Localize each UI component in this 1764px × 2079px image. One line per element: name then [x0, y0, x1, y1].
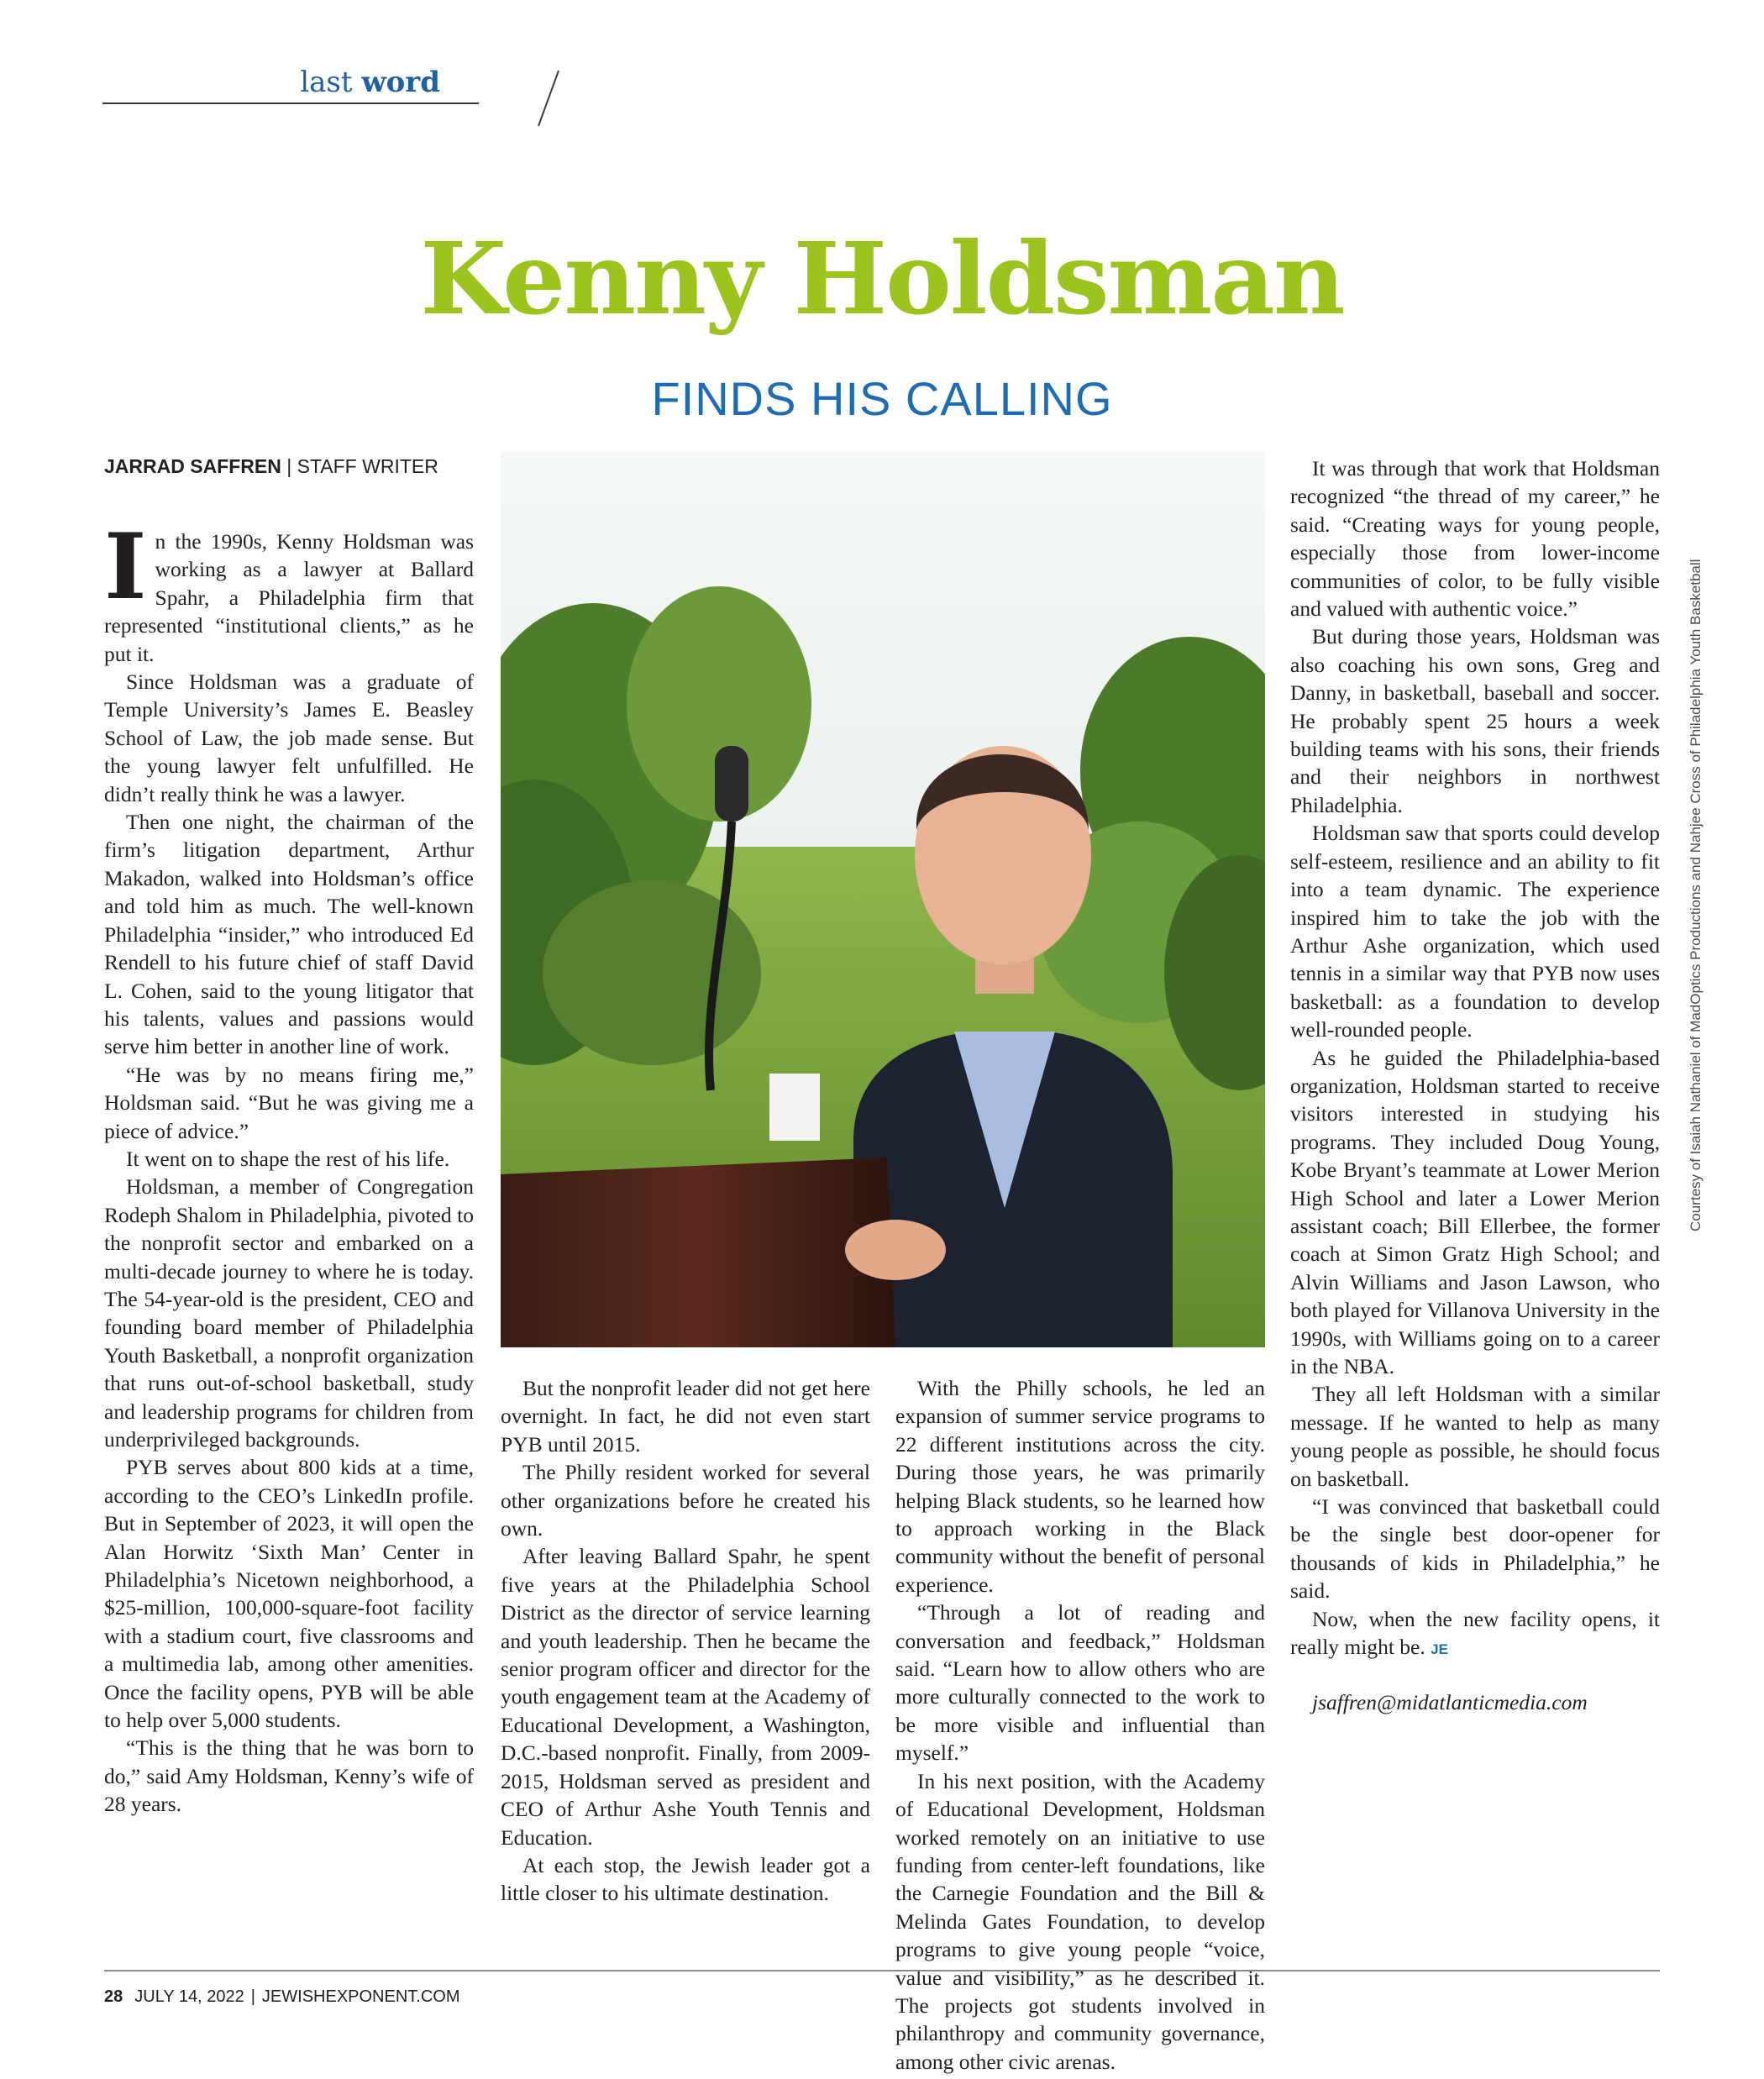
- article-paragraph: Now, when the new facility opens, it really might be. JE: [1290, 1606, 1660, 1660]
- article-paragraph: As he guided the Philadelphia-based organization, Holdsman started to receive visitors interested in studying his programs. They included Doug Young, Kobe Bryant’s teammate at Lower Merion High School and later a Lower Merion assistant coach; Bill Ellerbee, the former coach at Simon Gratz High School; and Alvin Williams and Jason Lawson, who both played for Villanova University in the 1990s, with Williams going on to a career in the NBA.: [1290, 1045, 1660, 1378]
- section-tag: [102, 66, 479, 106]
- section-slash: [538, 71, 559, 126]
- article-paragraph: It went on to shape the rest of his life.: [126, 1146, 450, 1171]
- byline-author: JARRAD SAFFREN: [104, 455, 281, 477]
- article-paragraph: “Through a lot of reading and conversation and feedback,” Holdsman said. “Learn how to allow others who are more culturally connected to the work to be more visible and influential than myself.”: [895, 1600, 1265, 1766]
- article-paragraph: But the nonprofit leader did not get here overnight. In fact, he did not even start PYB until 2015.: [501, 1376, 870, 1457]
- byline-separator: |: [281, 455, 297, 477]
- author-email[interactable]: jsaffren@midatlanticmedia.com: [1312, 1690, 1588, 1715]
- article-paragraph: But during those years, Holdsman was also coaching his own sons, Greg and Danny, in basketball, baseball and soccer. He probably spent 25 hours a week building teams with his sons, their friends and their neighbors in northwest Philadelphia.: [1290, 624, 1660, 817]
- article-paragraph: At each stop, the Jewish leader got a little closer to his ultimate destination.: [501, 1852, 870, 1906]
- end-mark: JE: [1431, 1641, 1448, 1658]
- issue-date: JULY 14, 2022: [134, 1987, 244, 2006]
- portrait-photo: [501, 452, 1265, 1347]
- article-paragraph: Holdsman saw that sports could develop self-esteem, resilience and an ability to fit into a team dynamic. The experience inspired him to take the job with the Arthur Ashe organization, which used tennis in a similar way that PYB now uses basketball: as a foundation to develop well-rounded people.: [1290, 821, 1660, 1042]
- article-paragraph: After leaving Ballard Spahr, he spent five years at the Philadelphia School District as the director of service learning and youth leadership. Then he became the senior program officer and director for the youth engagement team at the Academy of Educational Development, a Washington, D.C.-based nonprofit. Finally, from 2009-2015, Holdsman served as president and CEO of Arthur Ashe Youth Tennis and Education.: [501, 1544, 870, 1850]
- article-paragraph: The Philly resident worked for several other organizations before he created his own.: [501, 1460, 870, 1541]
- article-paragraph: It was through that work that Holdsman recognized “the thread of my career,” he said. “Creating ways for young people, especially those from lower-income communities of color, to be fully visible and valued with authentic voice.”: [1290, 456, 1660, 622]
- byline: [104, 455, 438, 478]
- article-paragraph: “I was convinced that basketball could be the single best door-opener for thousands of kids in Philadelphia,” he said.: [1290, 1494, 1660, 1604]
- article-paragraph: With the Philly schools, he led an expansion of summer service programs to 22 different institutions across the city. During those years, he was primarily helping Black students, so he learned how to approach working in the Black community without the benefit of personal experience.: [895, 1376, 1265, 1597]
- footer-rule: [104, 1970, 1660, 1971]
- byline-role: STAFF WRITER: [297, 455, 438, 477]
- headline: Kenny Holdsman: [420, 220, 1344, 337]
- article-paragraph: “He was by no means firing me,” Holdsman said. “But he was giving me a piece of advice.”: [104, 1062, 474, 1143]
- article-paragraph: In his next position, with the Academy of Educational Development, Holdsman worked remotely on an initiative to use funding from center-left foundations, like the Carnegie Foundation and the Bill & Melinda Gates Foundation, to develop programs to give young people “voice, value and visibility,” as he described it. The projects got students involved in philanthropy and community governance, among other civic arenas.: [895, 1768, 1265, 2074]
- folio: [104, 1987, 460, 2007]
- article-paragraph: They all left Holdsman with a similar message. If he wanted to help as many young people as possible, he should focus on basketball.: [1290, 1382, 1660, 1491]
- section-label: last word: [300, 66, 440, 99]
- article-paragraph: In the 1990s, Kenny Holdsman was working as a lawyer at Ballard Spahr, a Philadelphia firm that represented “institutional clients,” as he put it.: [104, 514, 474, 666]
- article-column-1: [104, 514, 474, 1819]
- photo-illustration: [501, 452, 1265, 1347]
- article-paragraph: Since Holdsman was a graduate of Temple University’s James E. Beasley School of Law, the job made sense. But the young lawyer felt unfulfilled. He didn’t really think he was a lawyer.: [104, 669, 474, 806]
- article-column-2: [501, 1374, 870, 1908]
- article-paragraph: PYB serves about 800 kids at a time, according to the CEO’s LinkedIn profile. But in September of 2023, it will open the Alan Horwitz ‘Sixth Man’ Center in Philadelphia’s Nicetown neighborhood, a $25-million, 100,000-square-foot facility with a stadium court, five classrooms and a multimedia lab, among other amenities. Once the facility opens, PYB will be able to help over 5,000 students.: [104, 1455, 474, 1733]
- subhead: FINDS HIS CALLING: [651, 372, 1113, 425]
- article-paragraph: “This is the thing that he was born to do,” said Amy Holdsman, Kenny’s wife of 28 years.: [104, 1735, 474, 1817]
- article-column-4: [1290, 454, 1660, 1717]
- folio-separator: |: [250, 1987, 255, 2006]
- drop-cap: I: [104, 514, 147, 620]
- photo-credit: Courtesy of Isaiah Nathaniel of MadOptics Productions and Nahjee Cross of Philadelphia Youth Basketball: [1688, 559, 1704, 1231]
- page-number: 28: [104, 1987, 123, 2006]
- article-paragraph: Holdsman, a member of Congregation Rodeph Shalom in Philadelphia, pivoted to the nonprofit sector and embarked on a multi-decade journey to where he is today. The 54-year-old is the president, CEO and founding board member of Philadelphia Youth Basketball, a nonprofit organization that runs out-of-school basketball, study and leadership programs for children from underprivileged backgrounds.: [104, 1174, 474, 1452]
- article-paragraph: Then one night, the chairman of the firm’s litigation department, Arthur Makadon, walked into Holdsman’s office and told him as much. The well-known Philadelphia “insider,” who introduced Ed Rendell to his future chief of staff David L. Cohen, said to the young litigator that his talents, values and passions would serve him better in another line of work.: [104, 810, 474, 1059]
- site-url[interactable]: JEWISHEXPONENT.COM: [261, 1987, 460, 2006]
- section-rule: [102, 102, 479, 104]
